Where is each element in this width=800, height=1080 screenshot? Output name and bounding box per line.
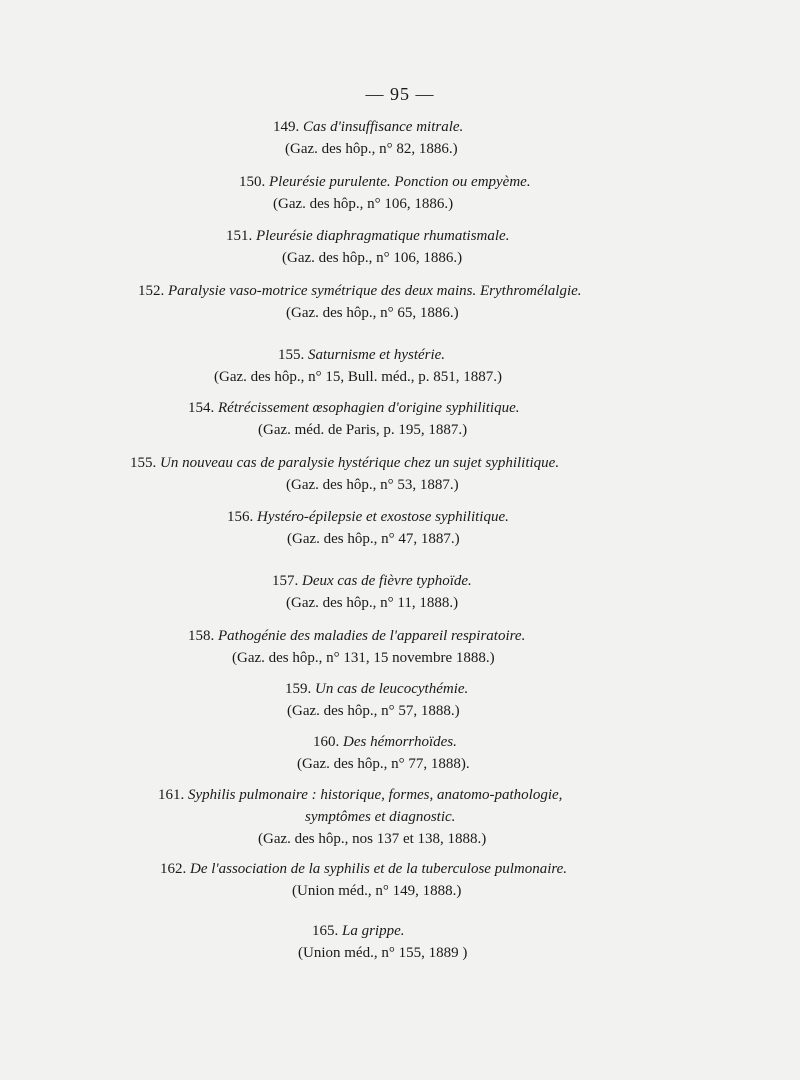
entry-number: 152. — [138, 283, 165, 299]
bibliography-entry — [160, 858, 567, 902]
entry-reference: (Gaz. des hôp., n° 106, 1886.) — [273, 196, 454, 212]
entry-reference: (Gaz. des hôp., n° 47, 1887.) — [287, 531, 460, 547]
entry-title: Saturnisme et hystérie. — [308, 347, 446, 363]
bibliography-entry — [285, 678, 468, 722]
entry-title-continuation: symptômes et diagnostic. — [305, 809, 456, 825]
bibliography-entry — [298, 920, 468, 964]
entry-reference: (Gaz. des hôp., n° 65, 1886.) — [286, 305, 459, 321]
entry-reference: (Gaz. des hôp., n° 53, 1887.) — [286, 477, 459, 493]
entry-number: 160. — [313, 734, 340, 750]
entry-title: Des hémorrhoïdes. — [343, 734, 457, 750]
entry-number: 150. — [239, 174, 266, 190]
bibliography-entry — [297, 731, 470, 775]
entry-number: 155. — [278, 347, 305, 363]
entry-title: Pathogénie des maladies de l'appareil respiratoire. — [218, 628, 526, 644]
bibliography-entry — [188, 625, 525, 669]
entry-title: De l'association de la syphilis et de la tuberculose pulmonaire. — [190, 861, 568, 877]
entry-number: 165. — [312, 923, 339, 939]
entry-title: Rétrécissement œsophagien d'origine syphilitique. — [218, 400, 520, 416]
entry-number: 158. — [188, 628, 215, 644]
entry-reference: (Union méd., n° 155, 1889 ) — [298, 945, 468, 961]
bibliography-entry — [239, 171, 531, 215]
bibliography-entry — [158, 784, 562, 850]
entry-number: 159. — [285, 681, 312, 697]
entry-title: Un cas de leucocythémie. — [315, 681, 469, 697]
bibliography-entry — [273, 116, 463, 160]
entry-number: 154. — [188, 400, 215, 416]
entry-number: 155. — [130, 455, 157, 471]
bibliography-entry — [214, 344, 503, 388]
bibliography-entry — [272, 570, 472, 614]
entry-number: 157. — [272, 573, 299, 589]
bibliography-entry — [227, 506, 509, 550]
entry-title: Hystéro-épilepsie et exostose syphilitique. — [257, 509, 509, 525]
entry-reference: (Gaz. des hôp., n° 77, 1888). — [297, 756, 470, 772]
bibliography-entry — [130, 452, 559, 496]
entry-number: 149. — [273, 119, 300, 135]
entry-number: 151. — [226, 228, 253, 244]
entry-reference: (Gaz. des hôp., n° 131, 15 novembre 1888.) — [232, 650, 495, 666]
entry-number: 162. — [160, 861, 187, 877]
entry-reference: (Union méd., n° 149, 1888.) — [292, 883, 462, 899]
entry-title: Un nouveau cas de paralysie hystérique chez un sujet syphilitique. — [160, 455, 560, 471]
entry-reference: (Gaz. des hôp., n° 57, 1888.) — [287, 703, 460, 719]
entry-title: Pleurésie purulente. Ponction ou empyème. — [269, 174, 531, 190]
entry-title: Syphilis pulmonaire : historique, formes, anatomo-pathologie, — [188, 787, 563, 803]
entry-title: Deux cas de fièvre typhoïde. — [302, 573, 472, 589]
bibliography-entry — [138, 280, 582, 324]
entry-title: Cas d'insuffisance mitrale. — [303, 119, 464, 135]
entry-reference: (Gaz. des hôp., n° 82, 1886.) — [285, 141, 458, 157]
entry-reference: (Gaz. méd. de Paris, p. 195, 1887.) — [258, 422, 468, 438]
entry-reference: (Gaz. des hôp., n° 106, 1886.) — [282, 250, 463, 266]
bibliography-entry — [188, 397, 520, 441]
entry-title: La grippe. — [342, 923, 405, 939]
entry-reference: (Gaz. des hôp., n° 11, 1888.) — [286, 595, 459, 611]
bibliography-entry — [226, 225, 509, 269]
entry-number: 161. — [158, 787, 185, 803]
entry-reference: (Gaz. des hôp., nos 137 et 138, 1888.) — [258, 831, 487, 847]
entry-reference: (Gaz. des hôp., n° 15, Bull. méd., p. 851, 1887.) — [214, 369, 503, 385]
entry-number: 156. — [227, 509, 254, 525]
page-number: — 95 — — [365, 84, 435, 104]
entry-title: Pleurésie diaphragmatique rhumatismale. — [256, 228, 510, 244]
entry-title: Paralysie vaso-motrice symétrique des deux mains. Erythromélalgie. — [168, 283, 582, 299]
